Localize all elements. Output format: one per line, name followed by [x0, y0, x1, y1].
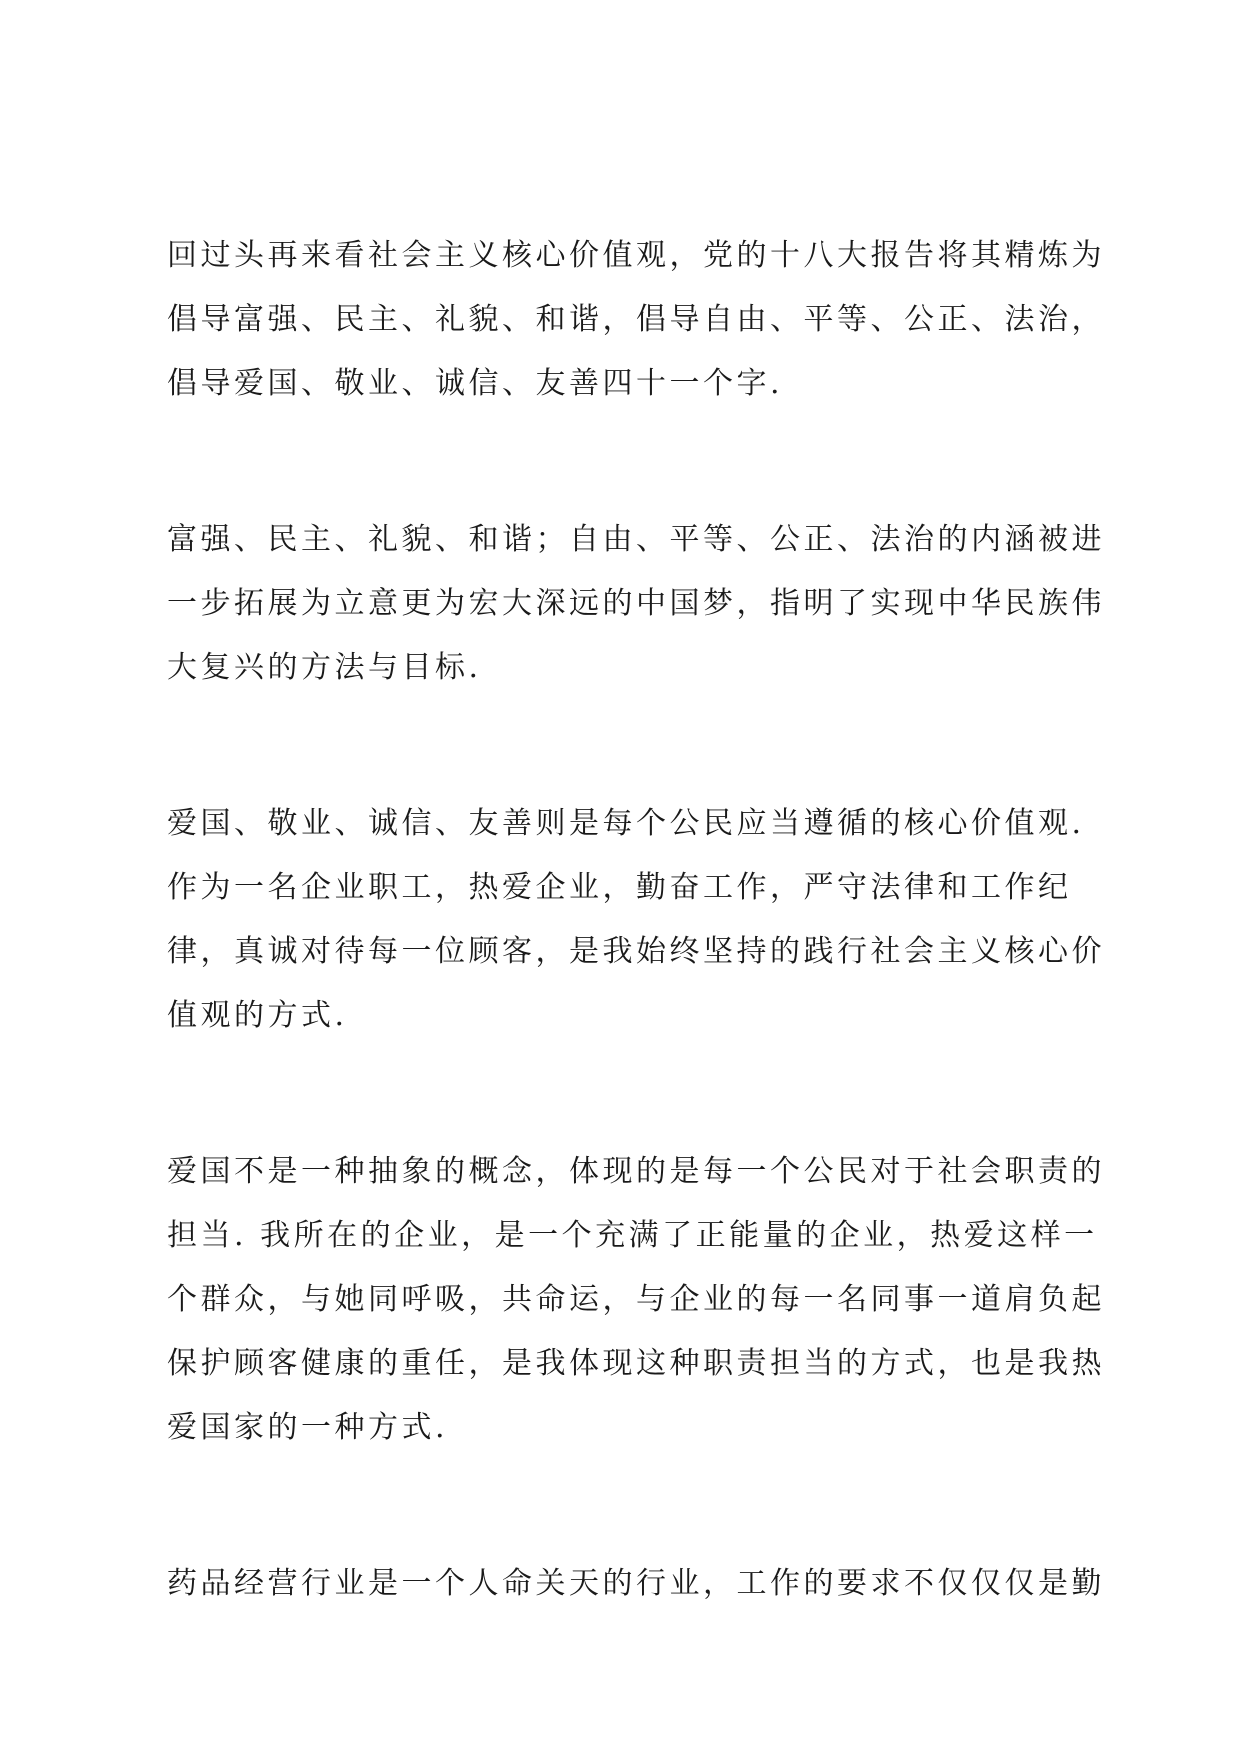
text-line: 担当. 我所在的企业，是一个充满了正能量的企业，热爱这样一	[167, 1218, 1098, 1253]
text-line: 富强、民主、礼貌、和谐；自由、平等、公正、法治的内涵被进	[167, 522, 1105, 557]
text-line: 爱国、敬业、诚信、友善则是每个公民应当遵循的核心价值观.	[167, 806, 1085, 841]
text-line: 律，真诚对待每一位顾客，是我始终坚持的践行社会主义核心价	[167, 934, 1105, 969]
text-line: 倡导爱国、敬业、诚信、友善四十一个字.	[167, 366, 784, 401]
text-line: 药品经营行业是一个人命关天的行业，工作的要求不仅仅仅是勤	[167, 1566, 1105, 1601]
paragraph-pharma-industry	[167, 1552, 1105, 1616]
text-line: 大复兴的方法与目标.	[167, 650, 482, 685]
paragraph-core-values	[167, 224, 1105, 416]
text-line: 倡导富强、民主、礼貌、和谐，倡导自由、平等、公正、法治，	[167, 302, 1105, 337]
paragraph-chinese-dream	[167, 508, 1105, 700]
text-line: 爱国不是一种抽象的概念，体现的是每一个公民对于社会职责的	[167, 1154, 1105, 1189]
text-line: 一步拓展为立意更为宏大深远的中国梦，指明了实现中华民族伟	[167, 586, 1105, 621]
text-line: 保护顾客健康的重任，是我体现这种职责担当的方式，也是我热	[167, 1346, 1105, 1381]
text-line: 爱国家的一种方式.	[167, 1410, 449, 1445]
text-line: 作为一名企业职工，热爱企业，勤奋工作，严守法律和工作纪	[167, 870, 1072, 905]
text-line: 回过头再来看社会主义核心价值观，党的十八大报告将其精炼为	[167, 238, 1105, 273]
text-line: 值观的方式.	[167, 998, 348, 1033]
paragraph-citizen-values	[167, 792, 1105, 1048]
document-body	[167, 224, 1105, 1708]
text-line: 个群众，与她同呼吸，共命运，与企业的每一名同事一道肩负起	[167, 1282, 1105, 1317]
paragraph-patriotism	[167, 1140, 1105, 1460]
